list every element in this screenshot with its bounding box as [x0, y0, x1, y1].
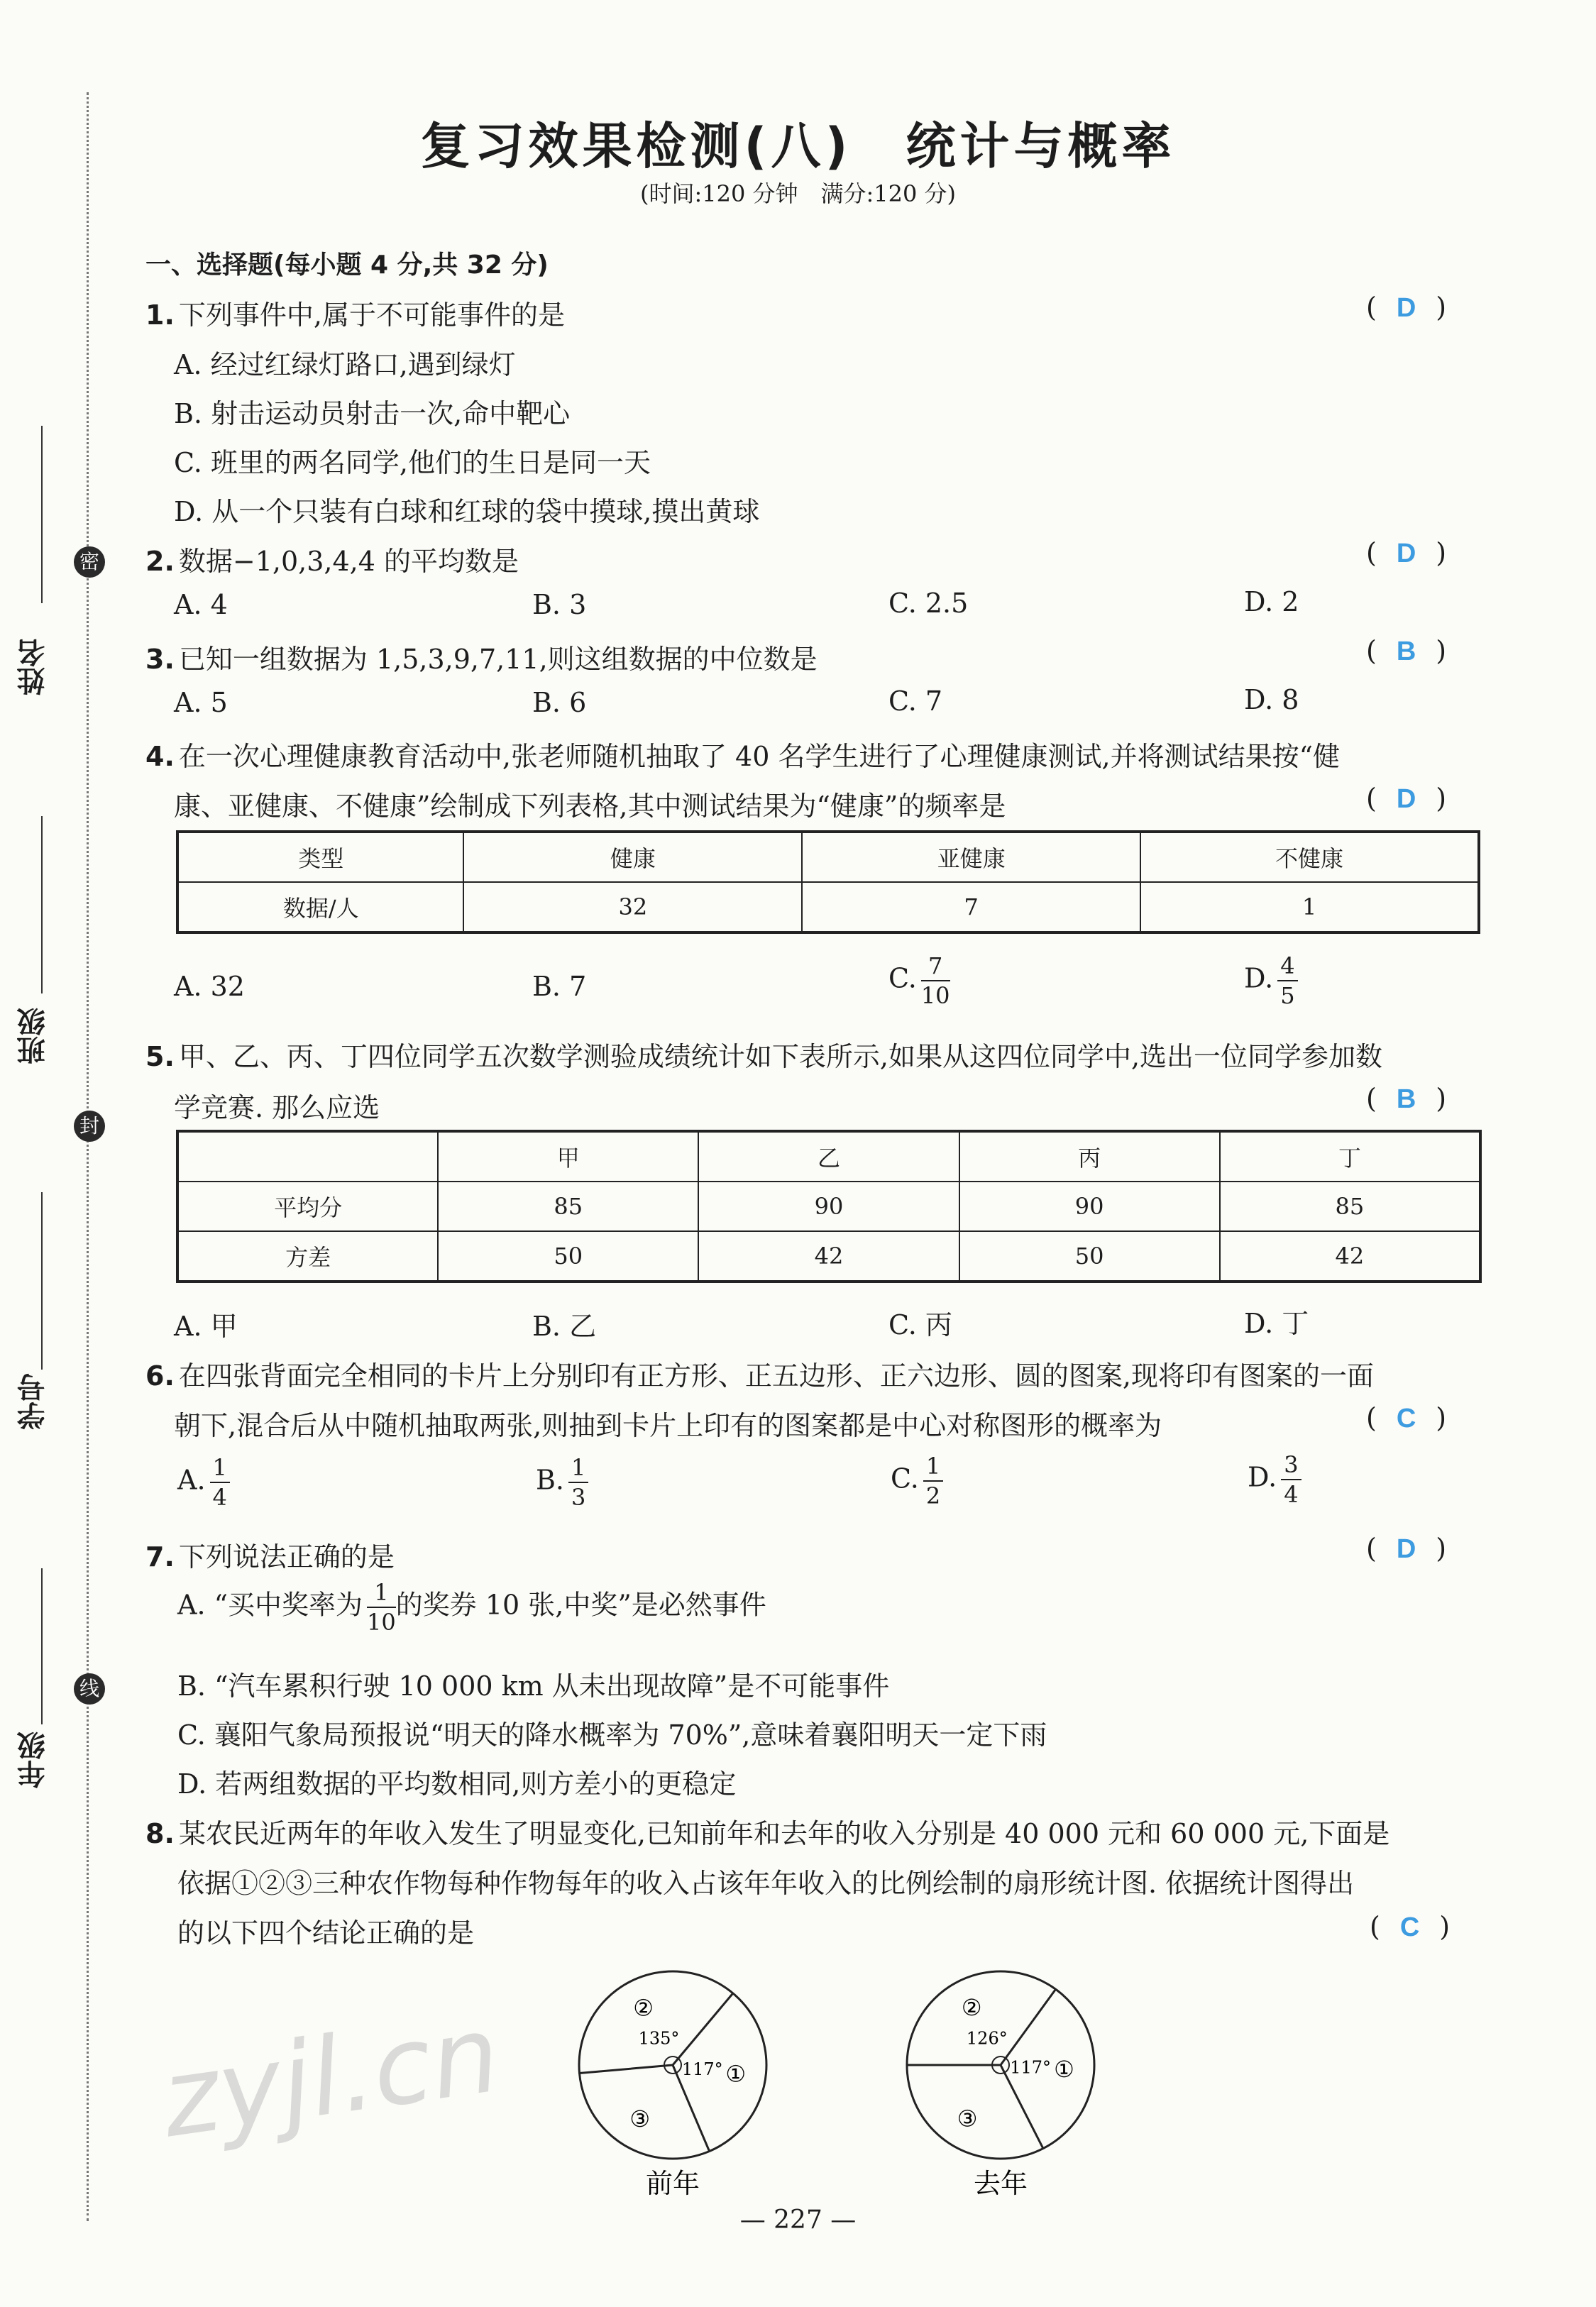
answer-6: ( C )	[1366, 1402, 1447, 1433]
question-text: 在四张背面完全相同的卡片上分别印有正方形、正五边形、正六边形、圆的图案,现将印有图案的一面	[178, 1360, 1374, 1392]
score-table	[176, 1130, 1482, 1283]
question-text: 数据−1,0,3,4,4 的平均数是	[178, 546, 519, 577]
pie-slice-label: ①	[1054, 2056, 1074, 2083]
pie-slice-label: ②	[633, 1994, 654, 2022]
answer-1: ( D )	[1366, 292, 1447, 323]
seal-mi: 密	[74, 546, 105, 578]
option-3d: D. 8	[1244, 684, 1299, 715]
table-header-row	[177, 1131, 1480, 1182]
table-cell: 42	[698, 1231, 959, 1282]
option-6c: C. $\frac{1}{2}$	[891, 1455, 943, 1507]
page-title: 复习效果检测(八) 统计与概率	[420, 117, 1176, 175]
seal-feng: 封	[74, 1111, 105, 1142]
table-cell: 85	[438, 1182, 698, 1231]
label-student-id: 学号	[17, 1373, 50, 1430]
binding-dotted-line	[87, 92, 89, 2221]
table-cell: 乙	[698, 1131, 959, 1182]
answer-3: ( B )	[1366, 635, 1447, 666]
pie-slice-boundary	[1001, 1989, 1056, 2065]
question-number: 3.	[145, 644, 175, 675]
pie-angle-label: 126°	[966, 2028, 1008, 2049]
question-5	[145, 1035, 1382, 1074]
answer-5: ( B )	[1366, 1083, 1447, 1114]
fraction: $\frac{1}{3}$	[568, 1456, 588, 1509]
fraction: $\frac{4}{5}$	[1277, 954, 1297, 1007]
table-cell: 方差	[177, 1231, 438, 1282]
class-underline	[41, 816, 43, 993]
answer-letter: D	[1396, 784, 1416, 814]
fraction: $\frac{1}{4}$	[210, 1456, 230, 1509]
section-heading: 一、选择题(每小题 4 分,共 32 分)	[145, 250, 549, 280]
option-7d: D. 若两组数据的平均数相同,则方差小的更稳定	[177, 1768, 737, 1800]
fraction: $\frac{1}{2}$	[923, 1455, 943, 1507]
table-cell: 1	[1140, 882, 1479, 932]
pie-title: 去年	[973, 2168, 1028, 2199]
fraction: $\frac{7}{10}$	[920, 952, 950, 1009]
option-1c: C. 班里的两名同学,他们的生日是同一天	[174, 447, 651, 478]
page-number: — 227 —	[739, 2206, 857, 2235]
pie-angle-label: 117°	[681, 2059, 723, 2080]
table-cell: 50	[438, 1231, 698, 1282]
question-text: 下列说法正确的是	[178, 1541, 395, 1573]
question-text: 某农民近两年的年收入发生了明显变化,已知前年和去年的收入分别是 40 000 元和 60 000 元,下面是	[178, 1818, 1390, 1849]
question-1	[145, 293, 565, 332]
option-7b: B. “汽车累积行驶 10 000 km 从未出现故障”是不可能事件	[177, 1670, 890, 1702]
option-1b: B. 射击运动员射击一次,命中靶心	[174, 398, 571, 429]
option-2c: C. 2.5	[888, 588, 969, 619]
question-number: 6.	[145, 1360, 175, 1392]
option-5c: C. 丙	[888, 1309, 952, 1340]
option-4b: B. 7	[532, 971, 587, 1002]
label-name: 姓名	[17, 639, 50, 695]
table-cell: 丁	[1220, 1131, 1480, 1182]
label-grade: 年级	[17, 1731, 50, 1788]
table-cell: 健康	[463, 832, 802, 882]
table-cell: 平均分	[177, 1182, 438, 1231]
pie-angle-label: 117°	[1010, 2057, 1052, 2078]
answer-letter: C	[1399, 1912, 1420, 1942]
question-7	[145, 1535, 395, 1574]
option-7c: C. 襄阳气象局预报说“明天的降水概率为 70%”,意味着襄阳明天一定下雨	[177, 1719, 1047, 1751]
pie-angle-label: 135°	[638, 2028, 680, 2049]
option-5d: D. 丁	[1244, 1308, 1309, 1339]
table-cell: 90	[698, 1182, 959, 1231]
option-6d: D. $\frac{3}{4}$	[1248, 1453, 1301, 1506]
table-row	[177, 882, 1479, 932]
name-underline	[41, 426, 43, 603]
question-text: 下列事件中,属于不可能事件的是	[178, 299, 565, 331]
option-4d: D. $\frac{4}{5}$	[1244, 954, 1298, 1007]
question-5-cont: 学竞赛. 那么应选	[174, 1092, 380, 1123]
answer-letter: D	[1396, 539, 1416, 568]
option-6a: A. $\frac{1}{4}$	[177, 1456, 230, 1509]
grade-underline	[41, 1568, 43, 1724]
table-row	[177, 1182, 1480, 1231]
answer-letter: C	[1396, 1404, 1416, 1433]
option-3a: A. 5	[174, 687, 228, 718]
question-number: 1.	[145, 299, 175, 331]
table-cell: 42	[1220, 1231, 1480, 1282]
option-7a: A. “买中奖率为 $\frac{1}{10}$ 的奖券 10 张,中奖”是必然事件	[177, 1579, 766, 1636]
label-class: 班级	[17, 1008, 50, 1064]
table-cell: 7	[802, 882, 1140, 932]
question-number: 8.	[145, 1818, 175, 1849]
seal-xian: 线	[74, 1673, 105, 1705]
table-cell: 50	[959, 1231, 1220, 1282]
answer-letter: B	[1396, 1084, 1416, 1114]
table-cell: 丙	[959, 1131, 1220, 1182]
table-cell: 数据/人	[177, 882, 463, 932]
question-8-cont1: 依据①②③三种农作物每种作物每年的收入占该年年收入的比例绘制的扇形统计图. 依据统计图得出	[177, 1868, 1355, 1899]
option-1a: A. 经过红绿灯路口,遇到绿灯	[174, 349, 516, 380]
question-3	[145, 637, 818, 676]
option-4c: C. $\frac{7}{10}$	[888, 952, 950, 1009]
pie-slice-boundary	[1001, 2065, 1043, 2149]
answer-letter: D	[1396, 293, 1416, 323]
table-cell: 85	[1220, 1182, 1480, 1231]
table-cell: 32	[463, 882, 802, 932]
option-3b: B. 6	[532, 687, 587, 718]
question-number: 4.	[145, 741, 175, 772]
question-text: 甲、乙、丙、丁四位同学五次数学测验成绩统计如下表所示,如果从这四位同学中,选出一位同学参加数	[178, 1041, 1383, 1072]
answer-7: ( D )	[1366, 1533, 1447, 1564]
table-cell	[177, 1131, 438, 1182]
table-cell: 亚健康	[802, 832, 1140, 882]
pie-slice-label: ③	[629, 2105, 651, 2132]
answer-2: ( D )	[1366, 537, 1447, 568]
answer-letter: D	[1396, 1534, 1416, 1564]
question-4	[145, 734, 1340, 773]
question-8	[145, 1812, 1389, 1851]
student-id-underline	[41, 1192, 43, 1370]
option-1d: D. 从一个只装有白球和红球的袋中摸球,摸出黄球	[174, 496, 760, 527]
question-number: 2.	[145, 546, 175, 577]
answer-letter: B	[1396, 637, 1416, 666]
table-cell: 类型	[177, 832, 463, 882]
question-4-cont: 康、亚健康、不健康”绘制成下列表格,其中测试结果为“健康”的频率是	[174, 791, 1006, 822]
question-text: 在一次心理健康教育活动中,张老师随机抽取了 40 名学生进行了心理健康测试,并将测试结果按“健	[178, 741, 1340, 772]
option-4a: A. 32	[174, 971, 245, 1002]
fraction: $\frac{1}{10}$	[367, 1579, 396, 1636]
table-cell: 不健康	[1140, 832, 1479, 882]
pie-slice-boundary	[580, 2065, 673, 2074]
table-cell: 甲	[438, 1131, 698, 1182]
answer-4: ( D )	[1366, 783, 1447, 814]
table-row	[177, 1231, 1480, 1282]
watermark: zyjl.cn	[155, 1992, 507, 2162]
option-3c: C. 7	[888, 686, 943, 717]
option-2b: B. 3	[532, 589, 587, 620]
health-table	[176, 830, 1480, 934]
pie-slice-label: ③	[957, 2105, 978, 2132]
pie-slice-label: ①	[725, 2060, 747, 2088]
option-5b: B. 乙	[532, 1311, 597, 1342]
table-header-row	[177, 832, 1479, 882]
question-6	[145, 1354, 1374, 1393]
question-6-cont: 朝下,混合后从中随机抽取两张,则抽到卡片上印有的图案都是中心对称图形的概率为	[174, 1410, 1162, 1441]
page-subtitle: (时间:120 分钟 满分:120 分)	[639, 180, 957, 207]
fraction: $\frac{3}{4}$	[1281, 1453, 1301, 1506]
answer-8: ( C )	[1370, 1911, 1451, 1942]
option-2d: D. 2	[1244, 586, 1299, 617]
option-2a: A. 4	[174, 589, 228, 620]
option-5a: A. 甲	[174, 1311, 238, 1342]
pie-charts	[554, 1959, 1121, 2200]
question-number: 5.	[145, 1041, 175, 1072]
option-6b: B. $\frac{1}{3}$	[536, 1456, 588, 1509]
question-number: 7.	[145, 1541, 175, 1573]
question-text: 已知一组数据为 1,5,3,9,7,11,则这组数据的中位数是	[178, 644, 818, 675]
table-cell: 90	[959, 1182, 1220, 1231]
pie-slice-label: ②	[961, 1994, 982, 2022]
question-8-cont2: 的以下四个结论正确的是	[177, 1917, 475, 1949]
question-2	[145, 539, 519, 578]
pie-title: 前年	[645, 2168, 700, 2199]
pie-slice-boundary	[673, 1993, 733, 2065]
